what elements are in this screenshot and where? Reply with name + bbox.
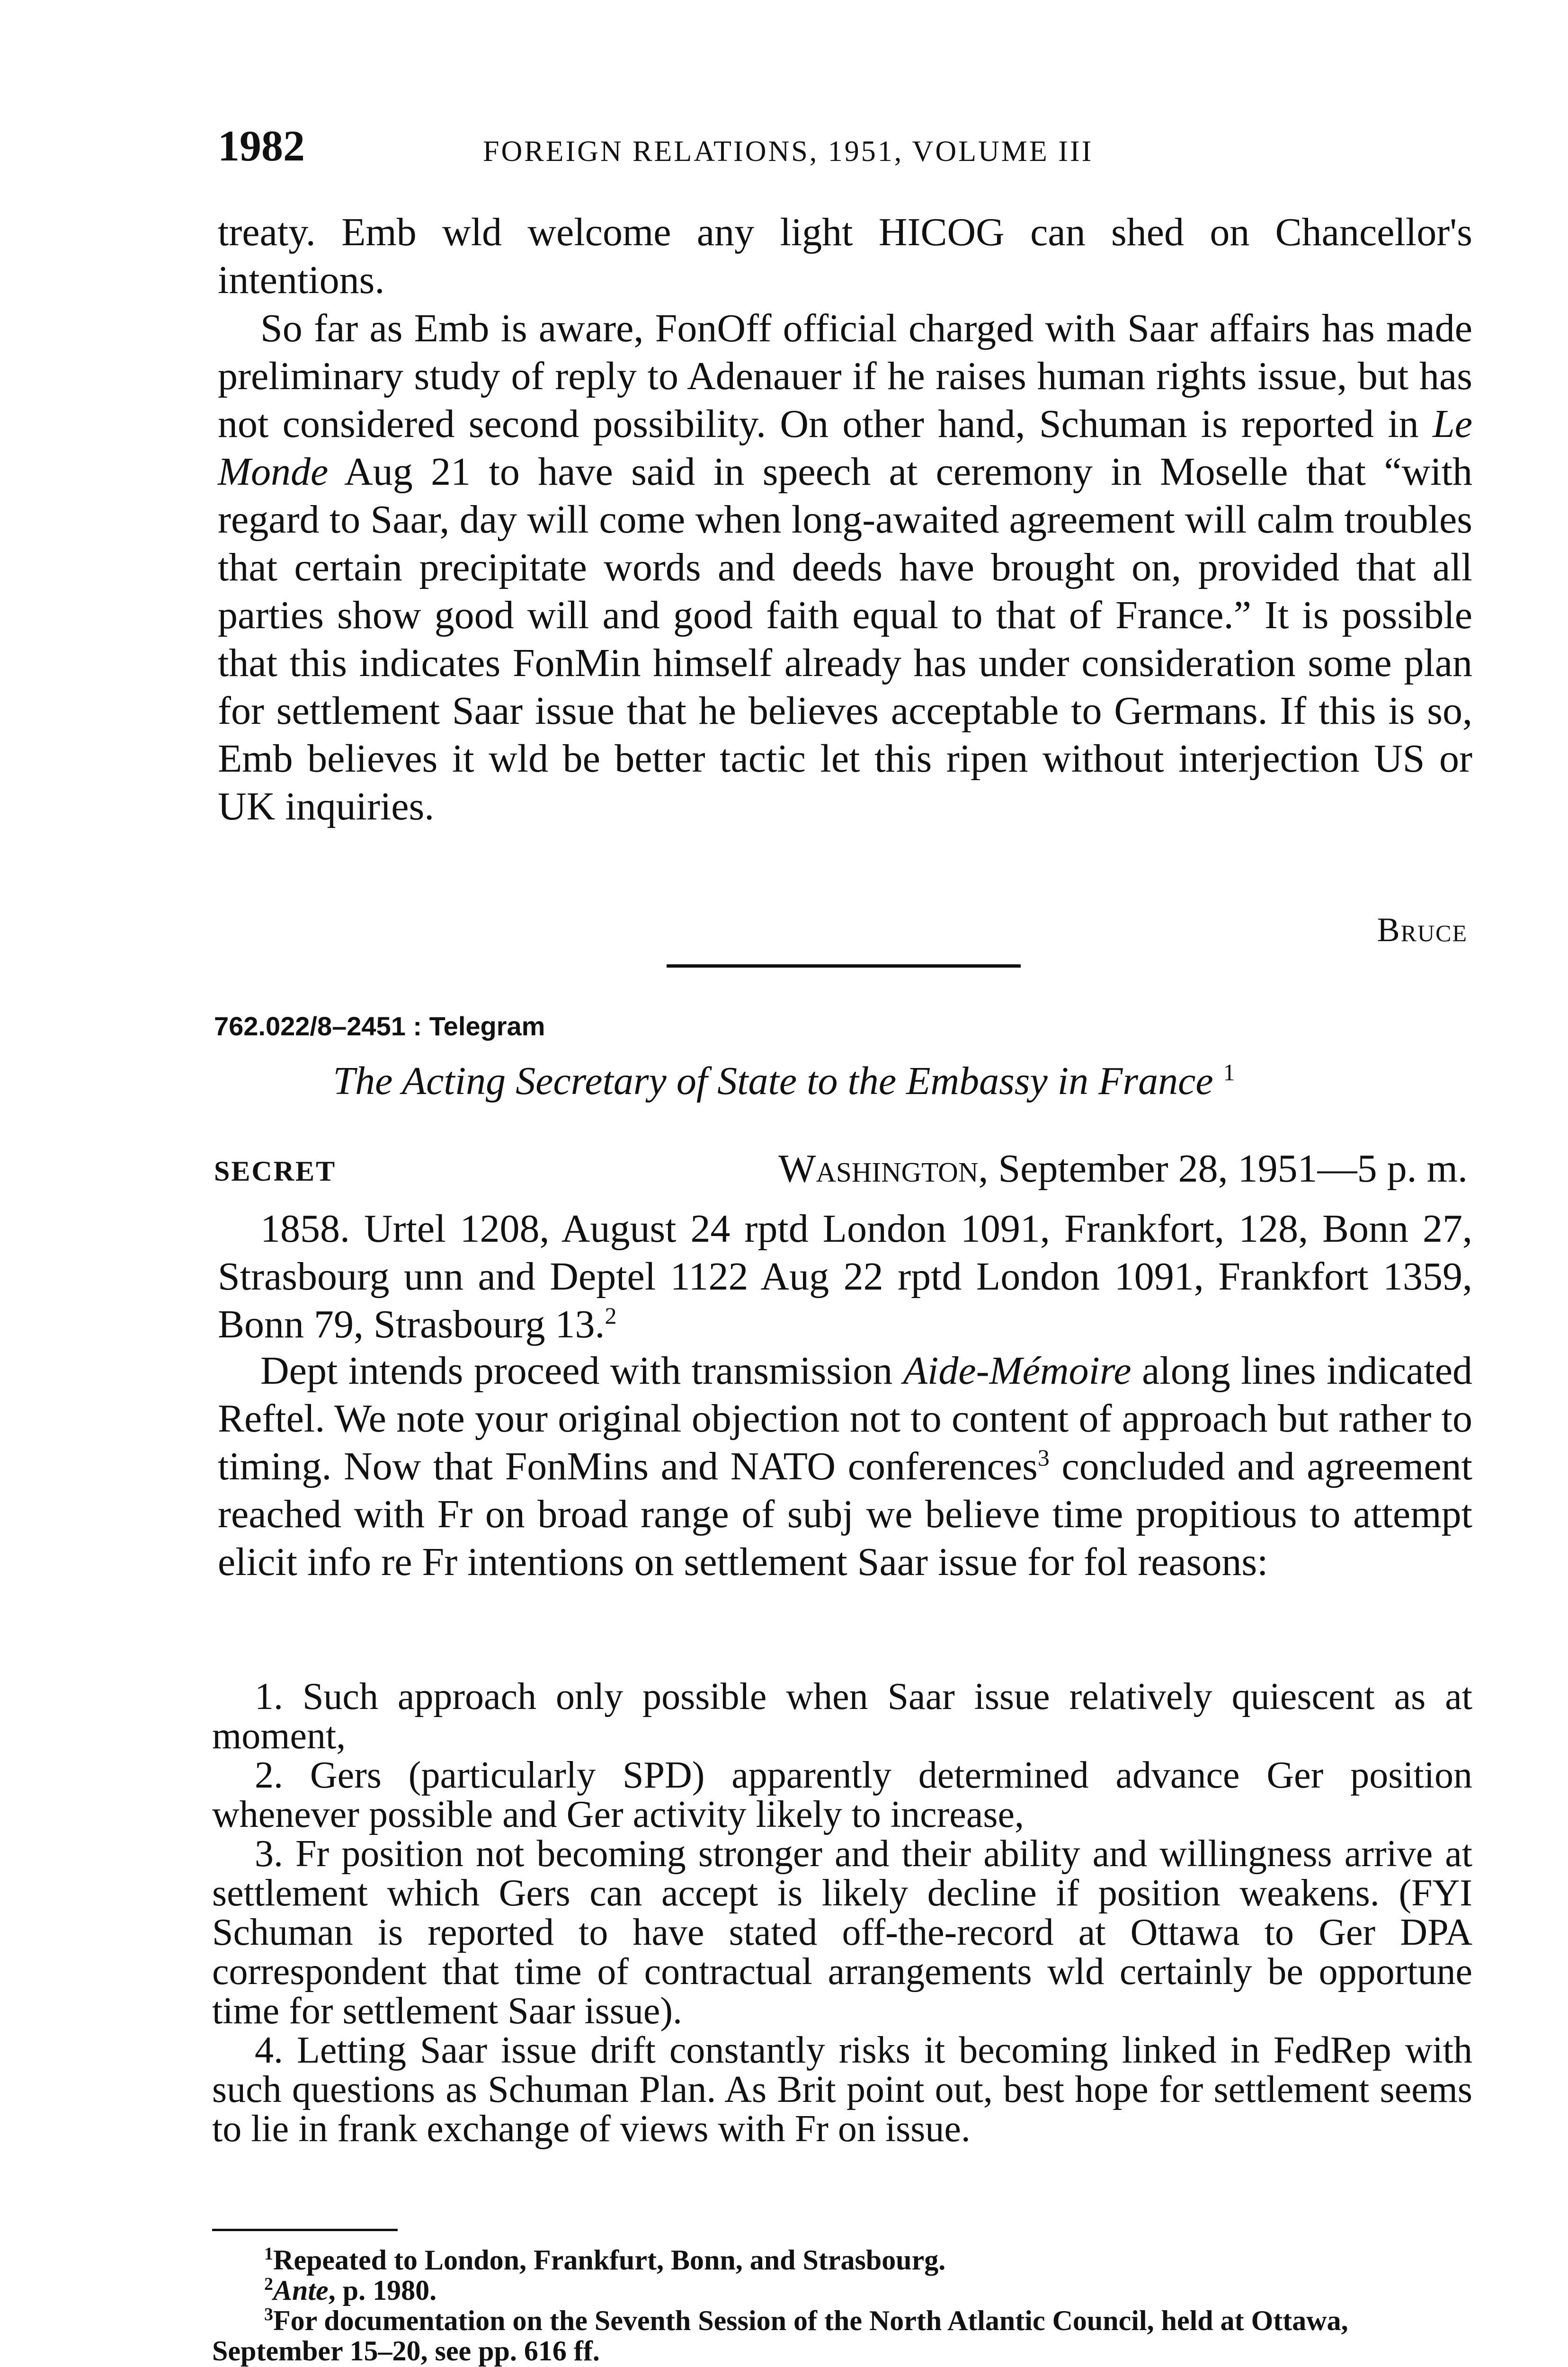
reasons-list bbox=[212, 1677, 1472, 2149]
telegram-paragraph bbox=[218, 1347, 1472, 1586]
newspaper-title: Le Monde bbox=[218, 402, 1472, 494]
dateline-place: Washington bbox=[778, 1147, 979, 1191]
text-run: along lines indicated Reftel. We note your original objection not to content of approach but rather to timing. Now that FonMins and NATO conferences bbox=[218, 1349, 1472, 1488]
footnote-text: For documentation on the Seventh Session of the North Atlantic Council, held at Ottawa, September 15–20, see pp. 616 ff. bbox=[212, 2305, 1348, 2367]
list-item: 2. Gers (particularly SPD) apparently determined advance Ger position whenever possible and Ger activity likely to increase, bbox=[212, 1754, 1472, 1835]
text-run: concluded and agreement reached with Fr on broad range of subj we believe time propitious to attempt elicit info re Fr intentions on settlement Saar issue for fol reasons: bbox=[218, 1444, 1472, 1584]
footnote-marker: 3 bbox=[264, 2305, 273, 2324]
telegram-paragraph bbox=[218, 1205, 1472, 1348]
text-run: Dept intends proceed with transmission bbox=[260, 1349, 903, 1393]
paragraph-text: treaty. Emb wld welcome any light HICOG can shed on Chancellor's intentions. bbox=[218, 210, 1472, 302]
footnote-marker: 1 bbox=[1223, 1059, 1235, 1086]
footnote-text: , p. 1980. bbox=[328, 2275, 437, 2306]
footnote-marker: 1 bbox=[264, 2244, 273, 2264]
running-head: FOREIGN RELATIONS, 1951, VOLUME III bbox=[483, 135, 1094, 168]
footnote-rule bbox=[212, 2229, 398, 2231]
footnote bbox=[212, 2245, 1472, 2275]
paragraph-text bbox=[218, 304, 1472, 830]
list-item: 4. Letting Saar issue drift constantly risks it becoming linked in FedRep with such questions as Schuman Plan. As Brit point out, best hope for settlement seems to lie in frank exchange of views with Fr on issue. bbox=[212, 2029, 1472, 2150]
footnote bbox=[212, 2305, 1472, 2366]
document-title bbox=[0, 1058, 1568, 1104]
dateline-date: , September 28, 1951—5 p. m. bbox=[978, 1147, 1468, 1191]
text-run: 1858. Urtel 1208, August 24 rptd London 1091, Frankfort, 128, Bonn 27, Strasbourg unn and Deptel 1122 Aug 22 rptd London 1091, Frankfort 1359, Bonn 79, Strasbourg 13. bbox=[218, 1207, 1472, 1346]
list-item: 1. Such approach only possible when Saar issue relatively quiescent as at moment, bbox=[212, 1676, 1472, 1757]
title-text: The Acting Secretary of State to the Embassy in France bbox=[333, 1059, 1213, 1103]
paragraph-text bbox=[218, 1347, 1472, 1586]
footnote-marker: 2 bbox=[605, 1302, 617, 1329]
footnote bbox=[212, 2275, 1472, 2305]
dateline bbox=[778, 1146, 1468, 1192]
signature: Bruce bbox=[1377, 911, 1468, 949]
footnotes bbox=[212, 2245, 1472, 2366]
paragraph-text bbox=[218, 1205, 1472, 1348]
continuation-paragraph bbox=[218, 208, 1472, 304]
classification-label: SECRET bbox=[214, 1156, 337, 1187]
footnote-italic: Ante bbox=[273, 2275, 329, 2306]
list-item: 3. Fr position not becoming stronger and their ability and willingness arrive at settlement which Gers can accept is likely decline if position weakens. (FYI Schuman is reported to have stated off-the-record at Ottawa to Ger DPA correspondent that time of contractual arrangements wld certainly be opportune time for settlement Saar issue). bbox=[212, 1833, 1472, 2032]
text-run: Aug 21 to have said in speech at ceremony in Moselle that “with regard to Saar, day will come when long-awaited agreement will calm troubles that certain precipitate words and deeds have brought on, provided that all parties show good will and good faith equal to that of France.” It is possible that this indicates FonMin himself already has under consideration some plan for settlement Saar issue that he believes acceptable to Germans. If this is so, Emb believes it wld be better tactic let this ripen without interjection US or UK inquiries. bbox=[218, 450, 1472, 828]
page-header bbox=[218, 121, 1472, 178]
file-reference: 762.022/8–2451 : Telegram bbox=[214, 1011, 545, 1041]
footnote-text: Repeated to London, Frankfurt, Bonn, and Strasbourg. bbox=[273, 2244, 946, 2276]
footnote-marker: 2 bbox=[264, 2274, 273, 2294]
section-divider bbox=[667, 964, 1021, 968]
page-number: 1982 bbox=[218, 122, 305, 170]
text-run: So far as Emb is aware, FonOff official charged with Saar affairs has made preliminary study of reply to Adenauer if he raises human rights issue, but has not considered second possibility. On other hand, Schuman is reported in bbox=[218, 306, 1472, 446]
embassy-paragraph bbox=[218, 304, 1472, 830]
footnote-marker: 3 bbox=[1037, 1444, 1050, 1471]
italic-term: Aide-Mémoire bbox=[903, 1349, 1131, 1393]
